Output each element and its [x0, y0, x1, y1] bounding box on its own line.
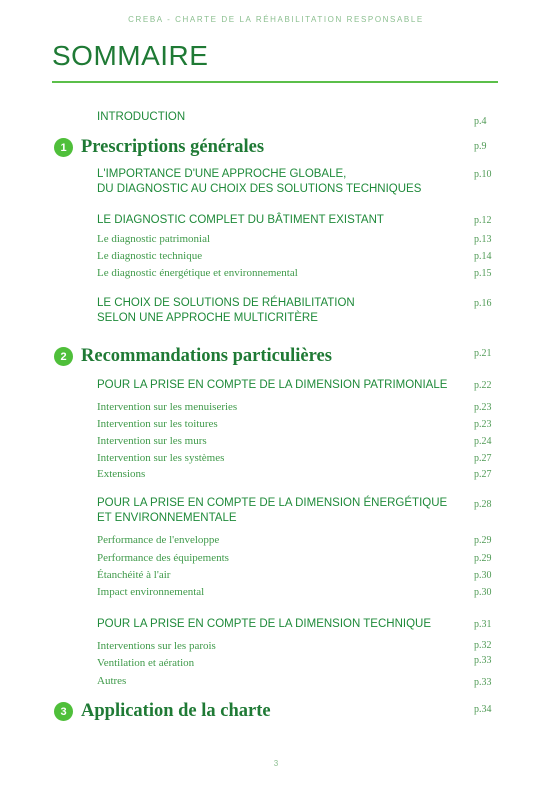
toc-page: p.27 — [474, 453, 492, 464]
toc-subentry[interactable]: Ventilation et aération — [97, 657, 195, 669]
section-2-heading[interactable] — [54, 346, 332, 367]
toc-page: p.29 — [474, 553, 492, 564]
toc-subentry[interactable]: Le diagnostic patrimonial — [97, 233, 211, 245]
toc-page: p.10 — [474, 169, 492, 180]
toc-page: p.23 — [474, 419, 492, 430]
toc-page: p.12 — [474, 215, 492, 226]
toc-entry-line: SELON UNE APPROCHE MULTICRITÈRE — [97, 312, 318, 324]
toc-page: p.22 — [474, 380, 492, 391]
toc-page: p.23 — [474, 402, 492, 413]
toc-page: p.31 — [474, 619, 492, 630]
toc-subentry[interactable]: Performance de l'enveloppe — [97, 534, 220, 546]
toc-page-section-2: p.21 — [474, 348, 492, 359]
toc-subentry[interactable]: Étanchéité à l'air — [97, 569, 171, 581]
toc-entry-diagnostic-complet[interactable]: LE DIAGNOSTIC COMPLET DU BÂTIMENT EXISTANT — [97, 214, 384, 226]
toc-page: p.14 — [474, 251, 492, 262]
toc-entry-line: POUR LA PRISE EN COMPTE DE LA DIMENSION ÉNERGÉTIQUE — [97, 497, 448, 509]
page-title: SOMMAIRE — [52, 40, 209, 71]
toc-page: p.24 — [474, 436, 492, 447]
toc-subentry[interactable]: Performance des équipements — [97, 552, 229, 564]
toc-page: p.16 — [474, 298, 492, 309]
section-title: Recommandations particulières — [81, 346, 332, 366]
toc-subentry[interactable]: Intervention sur les murs — [97, 435, 207, 447]
toc-page: p.27 — [474, 469, 492, 480]
section-title: Application de la charte — [81, 701, 271, 721]
toc-page-section-1: p.9 — [474, 141, 487, 152]
toc-entry-line: LE CHOIX DE SOLUTIONS DE RÉHABILITATION — [97, 297, 355, 309]
toc-subentry[interactable]: Extensions — [97, 468, 146, 480]
toc-subentry[interactable]: Le diagnostic technique — [97, 250, 203, 262]
toc-page: p.33 — [474, 655, 492, 666]
toc-subentry[interactable]: Intervention sur les systèmes — [97, 452, 225, 464]
section-number-badge: 1 — [54, 138, 73, 157]
running-header: CREBA - CHARTE DE LA RÉHABILITATION RESPONSABLE — [128, 15, 424, 24]
toc-entry-line: ET ENVIRONNEMENTALE — [97, 512, 237, 524]
toc-page: p.30 — [474, 587, 492, 598]
toc-page: p.13 — [474, 234, 492, 245]
toc-page: p.15 — [474, 268, 492, 279]
toc-page: p.29 — [474, 535, 492, 546]
toc-subentry[interactable]: Le diagnostic énergétique et environnemental — [97, 267, 298, 279]
toc-page: p.32 — [474, 640, 492, 651]
toc-entry-dimension-energetique[interactable] — [97, 496, 467, 526]
toc-page-section-3: p.34 — [474, 704, 492, 715]
section-3-heading[interactable] — [54, 701, 271, 722]
section-title: Prescriptions générales — [81, 137, 265, 157]
toc-entry-approche-globale[interactable] — [97, 167, 457, 197]
toc-page: p.28 — [474, 499, 492, 510]
toc-entry-dimension-technique[interactable]: POUR LA PRISE EN COMPTE DE LA DIMENSION TECHNIQUE — [97, 618, 431, 630]
section-number-badge: 2 — [54, 347, 73, 366]
toc-entry-introduction[interactable]: INTRODUCTION — [97, 111, 186, 123]
toc-subentry[interactable]: Intervention sur les menuiseries — [97, 401, 238, 413]
toc-subentry[interactable]: Intervention sur les toitures — [97, 418, 218, 430]
page-number: 3 — [273, 759, 279, 768]
toc-page: p.33 — [474, 677, 492, 688]
toc-subentry[interactable]: Autres — [97, 675, 127, 687]
section-number-badge: 3 — [54, 702, 73, 721]
toc-subentry[interactable]: Impact environnemental — [97, 586, 205, 598]
toc-entry-line: DU DIAGNOSTIC AU CHOIX DES SOLUTIONS TECHNIQUES — [97, 183, 422, 195]
toc-entry-dimension-patrimoniale[interactable]: POUR LA PRISE EN COMPTE DE LA DIMENSION PATRIMONIALE — [97, 379, 448, 391]
section-1-heading[interactable] — [54, 137, 264, 158]
toc-entry-line: L'IMPORTANCE D'UNE APPROCHE GLOBALE, — [97, 168, 347, 180]
toc-page: p.30 — [474, 570, 492, 581]
toc-subentry[interactable]: Interventions sur les parois — [97, 640, 216, 652]
toc-entry-choix-solutions[interactable] — [97, 296, 457, 326]
toc-page-introduction: p.4 — [474, 116, 487, 127]
